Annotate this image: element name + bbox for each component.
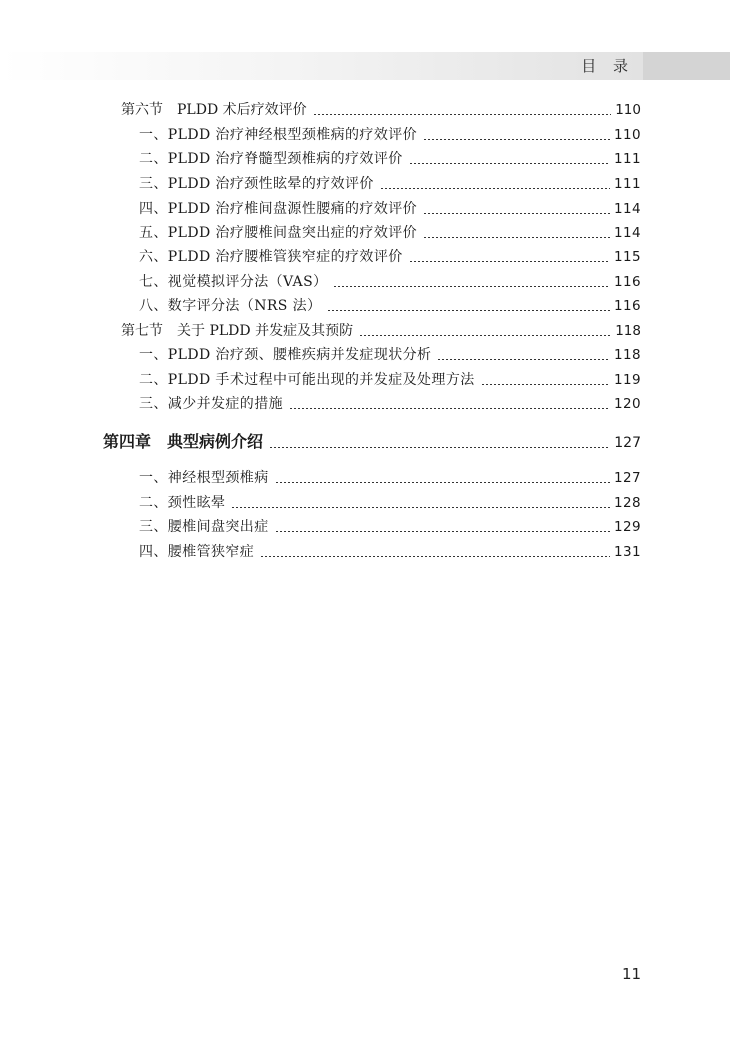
toc-entry-page: 110: [615, 102, 641, 118]
toc-entry-title: 第六节 PLDD 术后疗效评价: [121, 102, 307, 118]
leader-dots: [481, 384, 610, 385]
page-header-title: 目 录: [581, 57, 634, 75]
toc-entry-page: 111: [614, 151, 641, 167]
leader-dots: [423, 213, 610, 214]
header-band: [0, 52, 643, 80]
toc-entry-page: 116: [614, 274, 641, 290]
leader-dots: [327, 310, 610, 311]
toc-entry-title: 三、PLDD 治疗颈性眩晕的疗效评价: [139, 176, 374, 192]
toc-entry-page: 115: [614, 249, 641, 265]
toc-entry-title: 二、PLDD 手术过程中可能出现的并发症及处理方法: [139, 372, 475, 388]
toc-entry-page: 119: [614, 372, 641, 388]
leader-dots: [423, 139, 610, 140]
leader-dots: [423, 237, 610, 238]
toc-entry-title: 四、腰椎管狭窄症: [139, 544, 255, 560]
toc-row-item[interactable]: [139, 147, 641, 171]
leader-dots: [269, 447, 610, 448]
toc-entry-page: 118: [615, 323, 641, 339]
toc-entry-title: 一、PLDD 治疗颈、腰椎疾病并发症现状分析: [139, 347, 432, 363]
header-tab: [643, 52, 730, 80]
toc-entry-page: 114: [614, 201, 641, 217]
toc-row-item[interactable]: [139, 392, 641, 416]
leader-dots: [289, 408, 610, 409]
toc-entry-page: 116: [614, 298, 641, 314]
toc-entry-title: 三、减少并发症的措施: [139, 396, 283, 412]
leader-dots: [409, 261, 610, 262]
toc-entry-title: 第七节 关于 PLDD 并发症及其预防: [121, 323, 354, 339]
leader-dots: [359, 335, 611, 336]
toc-entry-page: 110: [614, 127, 641, 143]
toc-entry-page: 114: [614, 225, 641, 241]
toc-row-item[interactable]: [139, 123, 641, 147]
toc-entry-title: 四、PLDD 治疗椎间盘源性腰痛的疗效评价: [139, 201, 418, 217]
toc-row-section[interactable]: [121, 98, 641, 122]
toc-entry-title: 五、PLDD 治疗腰椎间盘突出症的疗效评价: [139, 225, 418, 241]
toc-entry-title: 七、视觉模拟评分法（VAS）: [139, 274, 328, 290]
toc-row-section[interactable]: [121, 319, 641, 343]
toc-entry-page: 129: [614, 519, 641, 535]
toc-entry-page: 127: [614, 470, 641, 486]
toc-row-item[interactable]: [139, 270, 641, 294]
toc-entry-title: 六、PLDD 治疗腰椎管狭窄症的疗效评价: [139, 249, 403, 265]
toc-row-item[interactable]: [139, 294, 641, 318]
toc-row-item[interactable]: [139, 197, 641, 221]
toc-row-item[interactable]: [139, 540, 641, 564]
toc-row-item[interactable]: [139, 466, 641, 490]
toc-entry-page: 120: [614, 396, 641, 412]
toc-entry-title: 八、数字评分法（NRS 法）: [139, 298, 322, 314]
toc-row-item[interactable]: [139, 172, 641, 196]
toc-entry-page: 127: [614, 435, 641, 451]
toc-row-item[interactable]: [139, 245, 641, 269]
leader-dots: [231, 507, 610, 508]
page-number: 11: [622, 965, 642, 983]
toc-entry-page: 128: [614, 495, 641, 511]
leader-dots: [313, 114, 612, 115]
toc-row-chapter[interactable]: [103, 428, 641, 456]
toc-entry-title: 三、腰椎间盘突出症: [139, 519, 269, 535]
toc-entry-title: 一、PLDD 治疗神经根型颈椎病的疗效评价: [139, 127, 418, 143]
toc-entry-title: 二、PLDD 治疗脊髓型颈椎病的疗效评价: [139, 151, 403, 167]
toc-row-item[interactable]: [139, 221, 641, 245]
leader-dots: [380, 188, 610, 189]
toc-entry-page: 111: [614, 176, 641, 192]
leader-dots: [409, 163, 610, 164]
leader-dots: [275, 531, 610, 532]
toc-row-item[interactable]: [139, 515, 641, 539]
toc-entry-title: 第四章 典型病例介绍: [103, 432, 264, 451]
toc-entry-page: 118: [614, 347, 641, 363]
toc-row-item[interactable]: [139, 491, 641, 515]
leader-dots: [260, 556, 610, 557]
leader-dots: [333, 286, 610, 287]
toc-entry-page: 131: [614, 544, 641, 560]
toc-row-item[interactable]: [139, 368, 641, 392]
leader-dots: [437, 359, 610, 360]
toc-entry-title: 一、神经根型颈椎病: [139, 470, 269, 486]
toc-entry-title: 二、颈性眩晕: [139, 495, 226, 511]
leader-dots: [275, 482, 610, 483]
toc-row-item[interactable]: [139, 343, 641, 367]
